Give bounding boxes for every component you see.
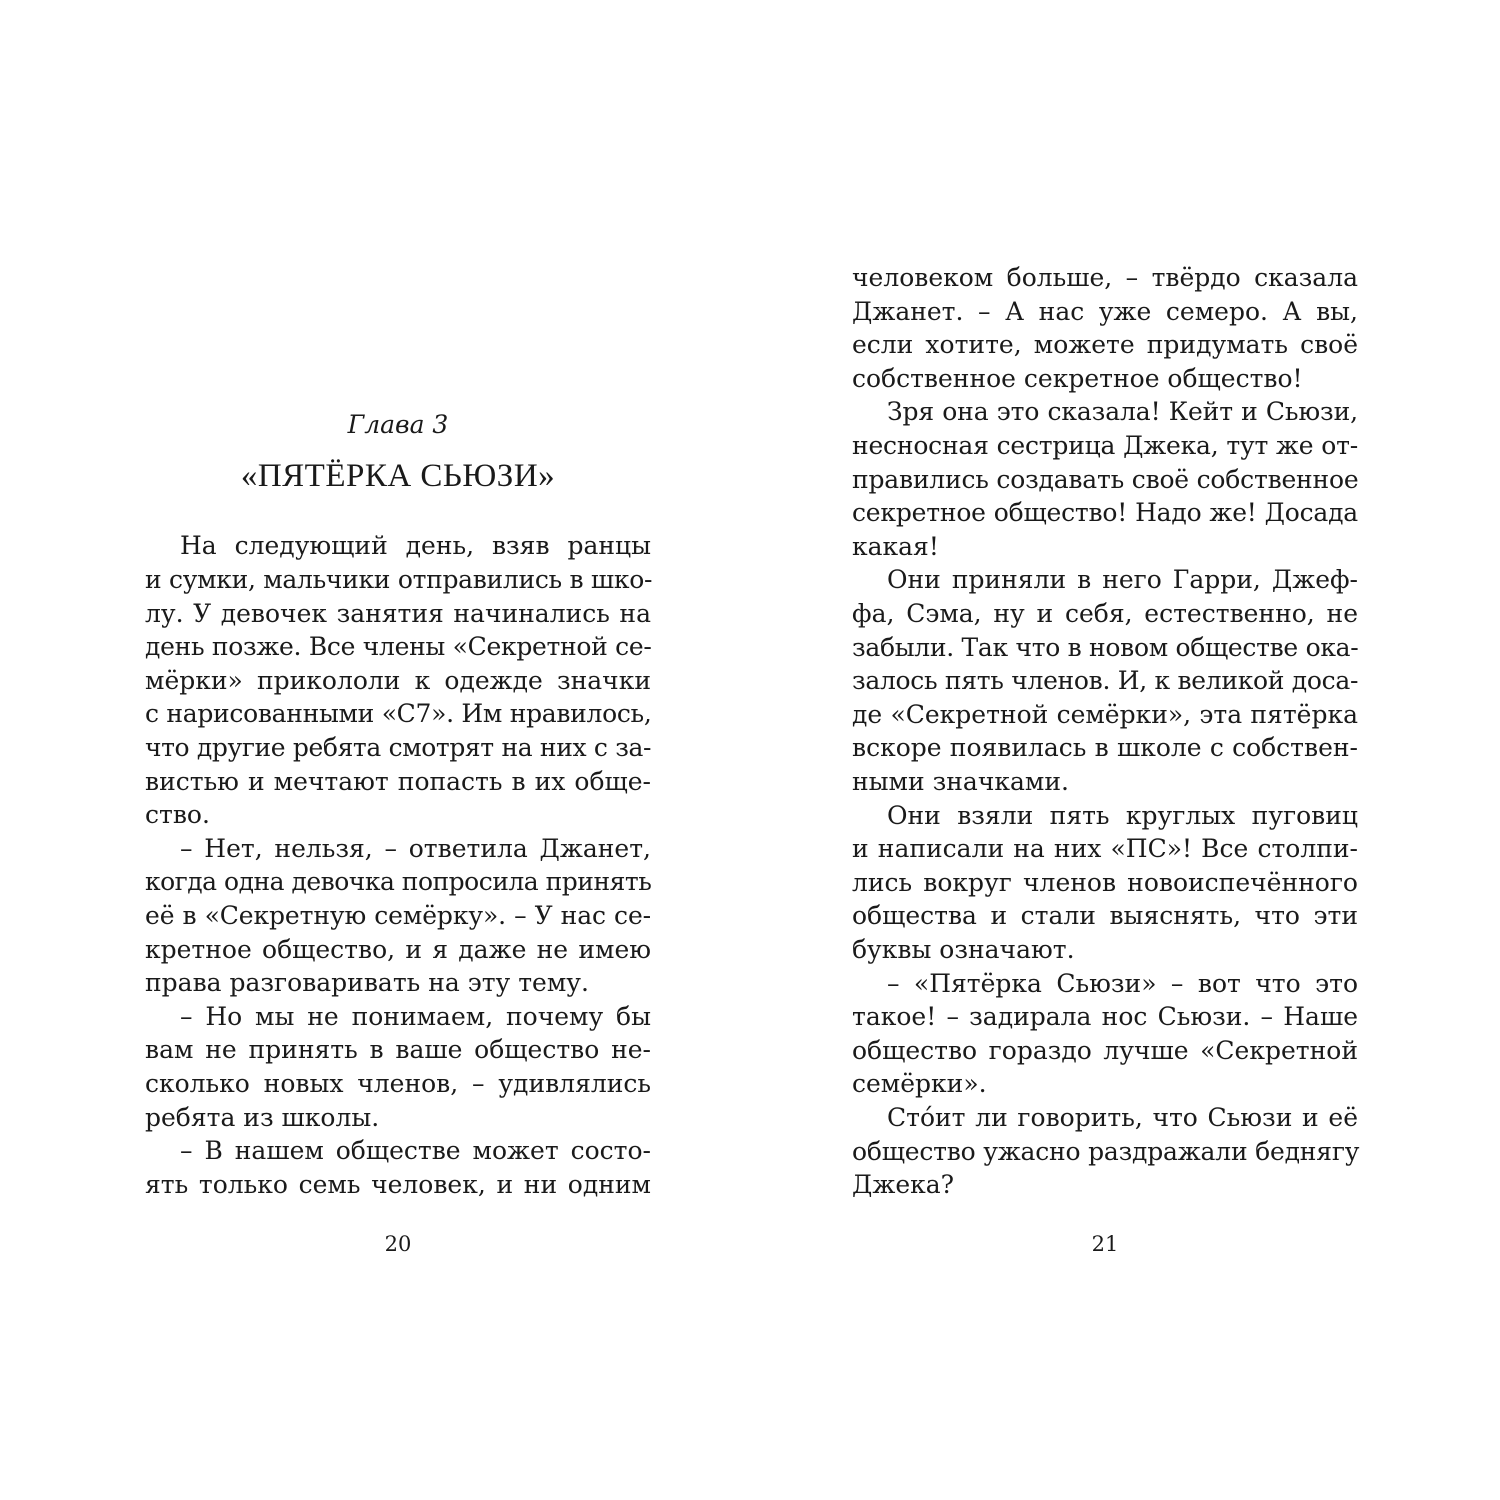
text-line: Джека? — [852, 1170, 955, 1199]
chapter-number: Глава 3 — [347, 410, 449, 439]
text-line: Джанет. – А нас уже семеро. А вы, — [852, 297, 1358, 326]
text-line: Зря она это сказала! Кейт и Сьюзи, — [887, 397, 1358, 426]
text-line: ять только семь человек, и ни одним — [145, 1170, 651, 1199]
text-line: ными значками. — [852, 767, 1069, 796]
text-line: вскоре появилась в школе с собствен- — [852, 733, 1358, 762]
text-line: Они взяли пять круглых пуговиц — [887, 801, 1358, 830]
text-line: мёрки» прикололи к одежде значки — [145, 666, 651, 695]
text-line: и написали на них «ПС»! Все столпи- — [852, 834, 1358, 863]
text-line: де «Секретной семёрки», эта пятёрка — [852, 700, 1358, 729]
text-line: залось пять членов. И, к великой доса- — [852, 666, 1359, 695]
chapter-title: «ПЯТЁРКА СЬЮЗИ» — [240, 458, 556, 494]
text-line: лись вокруг членов новоиспечённого — [852, 868, 1358, 897]
text-line: ство. — [145, 800, 210, 829]
text-line: правились создавать своё собственное — [852, 465, 1359, 494]
text-line: какая! — [852, 532, 939, 561]
text-line: секретное общество! Надо же! Досада — [852, 498, 1358, 527]
text-line: с нарисованными «С7». Им нравилось, — [145, 699, 652, 728]
text-line: несносная сестрица Джека, тут же от- — [852, 431, 1358, 460]
text-line: вистью и мечтают попасть в их обще- — [145, 767, 651, 796]
text-line: кретное общество, и я даже не имею — [145, 935, 651, 964]
text-line: вам не принять в ваше общество не- — [145, 1035, 651, 1064]
text-line: Они приняли в него Гарри, Джеф- — [887, 565, 1358, 594]
text-line: что другие ребята смотрят на них с за- — [145, 733, 651, 762]
text-line: общество ужасно раздражали беднягу — [852, 1137, 1360, 1166]
text-line: её в «Секретную семёрку». – У нас се- — [145, 901, 651, 930]
text-line: забыли. Так что в новом обществе ока- — [852, 633, 1359, 662]
text-line: права разговаривать на эту тему. — [145, 968, 589, 997]
page-number: 20 — [384, 1232, 412, 1256]
text-line: такое! – задирала нос Сьюзи. – Наше — [852, 1002, 1358, 1031]
text-line: На следующий день, взяв ранцы — [180, 531, 651, 560]
text-line: – Нет, нельзя, – ответила Джанет, — [180, 834, 651, 863]
text-line: сколько новых членов, – удивлялись — [145, 1069, 651, 1098]
text-line: собственное секретное общество! — [852, 364, 1303, 393]
text-line: если хотите, можете придумать своё — [852, 330, 1358, 359]
text-line: – «Пятёрка Сьюзи» – вот что это — [887, 969, 1358, 998]
text-line: ребята из школы. — [145, 1103, 380, 1132]
text-line: общества и стали выяснять, что эти — [852, 901, 1358, 930]
text-line: и сумки, мальчики отправились в шко- — [145, 565, 653, 594]
text-line: фа, Сэма, ну и себя, естественно, не — [852, 599, 1358, 628]
text-line: когда одна девочка попросила принять — [145, 867, 652, 896]
text-line: – Но мы не понимаем, почему бы — [180, 1002, 651, 1031]
text-line: человеком больше, – твёрдо сказала — [852, 263, 1358, 292]
text-line: лу. У девочек занятия начинались на — [145, 599, 651, 628]
page-number: 21 — [1091, 1232, 1119, 1256]
text-line: общество гораздо лучше «Секретной — [852, 1036, 1358, 1065]
text-line: – В нашем обществе может состо- — [180, 1136, 651, 1165]
text-line: семёрки». — [852, 1069, 987, 1098]
text-line: день позже. Все члены «Секретной се- — [145, 632, 652, 661]
text-line: буквы означают. — [852, 935, 1075, 964]
text-line: Сто́ит ли говорить, что Сьюзи и её — [887, 1103, 1358, 1132]
